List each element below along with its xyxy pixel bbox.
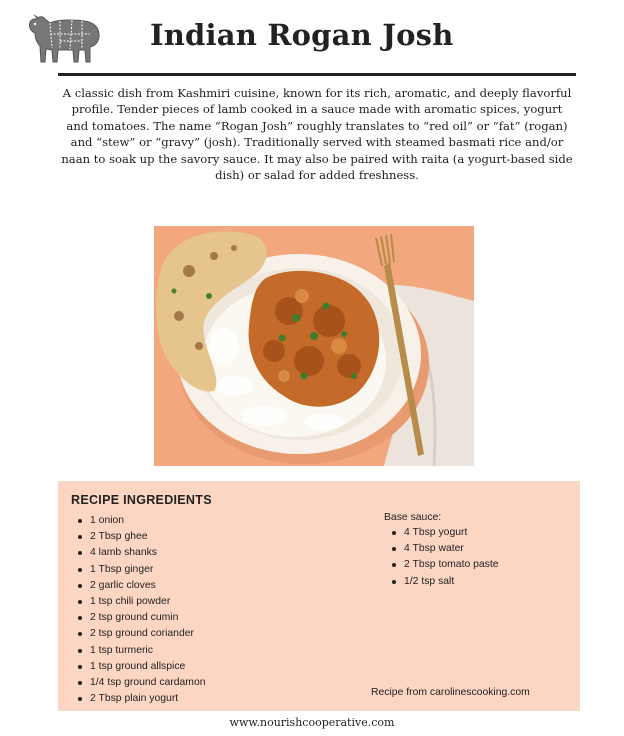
footer-url: www.nourishcooperative.com	[229, 716, 395, 729]
list-item: 2 garlic cloves	[75, 578, 206, 594]
list-item: 2 tsp ground cumin	[75, 610, 206, 626]
ingredients-list	[75, 513, 206, 707]
recipe-credit: Recipe from carolinescooking.com	[371, 687, 530, 698]
base-sauce-heading: Base sauce:	[384, 512, 442, 523]
list-item: 1 tsp turmeric	[75, 643, 206, 659]
list-item: 4 Tbsp yogurt	[389, 525, 499, 541]
lamb-cuts-logo	[24, 10, 104, 70]
list-item: 1/2 tsp salt	[389, 574, 499, 590]
list-item: 2 Tbsp plain yogurt	[75, 691, 206, 707]
page-title: Indian Rogan Josh	[150, 18, 454, 52]
list-item: 2 Tbsp ghee	[75, 529, 206, 545]
list-item: 1 Tbsp ginger	[75, 562, 206, 578]
title-divider	[58, 73, 576, 76]
list-item: 4 Tbsp water	[389, 541, 499, 557]
base-sauce-list	[389, 525, 499, 590]
list-item: 1/4 tsp ground cardamon	[75, 675, 206, 691]
list-item: 2 tsp ground coriander	[75, 626, 206, 642]
list-item: 1 tsp chili powder	[75, 594, 206, 610]
dish-photo	[154, 226, 474, 466]
intro-paragraph: A classic dish from Kashmiri cuisine, known for its rich, aromatic, and deeply flavorful profile. Tender pieces of lamb cooked in a sauce made with aromatic spices, yogurt and tomatoes. The name “Rogan Josh” roughly translates to “red oil” or “fat” (rogan) and “stew” or “gravy” (josh). Traditionally served with steamed basmati rice and/or naan to soak up the savory sauce. It may also be paired with raita (a yogurt-based side dish) or salad for added freshness.	[61, 86, 573, 183]
list-item: 4 lamb shanks	[75, 545, 206, 561]
list-item: 2 Tbsp tomato paste	[389, 557, 499, 573]
ingredients-heading: RECIPE INGREDIENTS	[71, 493, 212, 507]
list-item: 1 onion	[75, 513, 206, 529]
list-item: 1 tsp ground allspice	[75, 659, 206, 675]
ingredients-panel	[58, 481, 580, 711]
